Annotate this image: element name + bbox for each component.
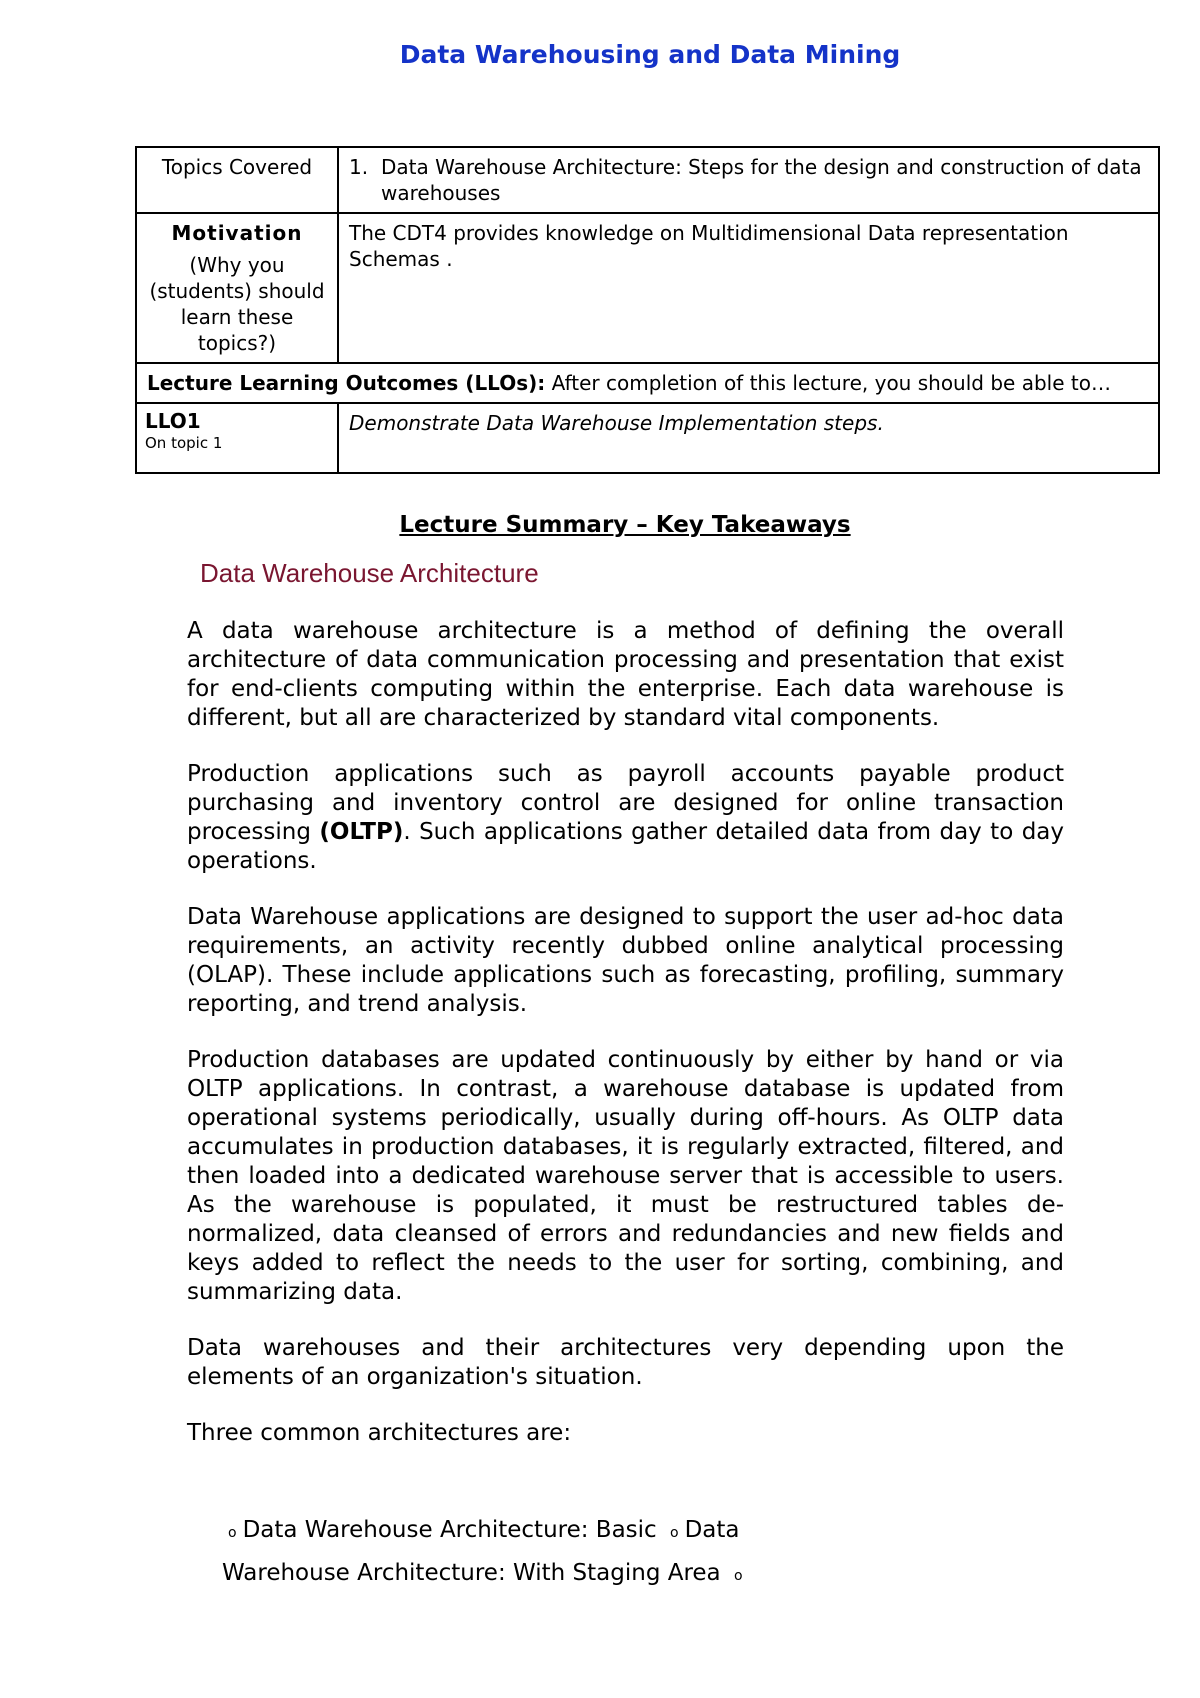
paragraph-2-bold: (OLTP) — [319, 819, 404, 845]
page-title: Data Warehousing and Data Mining — [399, 40, 901, 69]
paragraph-5: Data warehouses and their architectures very depending upon the elements of an organization's situation. — [187, 1335, 1064, 1390]
motivation-label: Motivation — [171, 221, 303, 245]
topics-label: Topics Covered — [136, 147, 338, 213]
bullet-icon: o — [228, 1525, 237, 1541]
summary-body — [187, 617, 1064, 1475]
paragraph-3: Data Warehouse applications are designed to support the user ad-hoc data requirements, an activity recently dubbed online analytical processing (OLAP). These include applications such as forecasting, profiling, summary reporting, and trend analysis. — [187, 904, 1064, 1017]
llo-heading-bold: Lecture Learning Outcomes (LLOs): — [147, 371, 546, 395]
paragraph-6: Three common architectures are: — [187, 1420, 572, 1446]
motivation-sub: (Why you (students) should learn these topics?) — [149, 253, 325, 355]
bullet-icon: o — [733, 1568, 743, 1584]
paragraph-2 — [187, 760, 1064, 876]
topics-content — [338, 147, 1159, 213]
llo-heading — [136, 363, 1159, 403]
topic-number: 1. — [349, 155, 369, 179]
section-title: Data Warehouse Architecture — [200, 558, 539, 588]
motivation-text: The CDT4 provides knowledge on Multidimensional Data representation Schemas . — [338, 213, 1159, 363]
paragraph-2-a: Production applications such as payroll accounts payable product purchasing and inventory control are designed for online transaction processing — [187, 761, 1064, 845]
list-item: Data Warehouse Architecture: Basic — [242, 1517, 657, 1543]
lecture-info-table — [135, 146, 1160, 474]
motivation-cell — [136, 213, 338, 363]
llo1-row — [136, 403, 1159, 473]
summary-title: Lecture Summary – Key Takeaways — [399, 512, 851, 538]
topic-item: Data Warehouse Architecture: Steps for the design and construction of data warehouses — [381, 155, 1142, 205]
llo-heading-row — [136, 363, 1159, 403]
paragraph-2-b: . Such applications gather detailed data from day to day operations. — [187, 819, 1064, 874]
llo1-label: LLO1 — [145, 409, 201, 433]
llo1-label-cell — [136, 403, 338, 473]
paragraph-1: A data warehouse architecture is a method of defining the overall architecture of data communication processing and presentation that exist for end-clients computing within the enterprise. Each data warehouse is different, but all are characterized by standard vital components. — [187, 618, 1064, 731]
bullet-icon: o — [670, 1525, 679, 1541]
architecture-list — [222, 1510, 842, 1596]
llo1-sub: On topic 1 — [145, 434, 223, 452]
llo1-text: Demonstrate Data Warehouse Implementation steps. — [338, 403, 1159, 473]
motivation-row — [136, 213, 1159, 363]
paragraph-4: Production databases are updated continuously by either by hand or via OLTP applications. In contrast, a warehouse database is updated from operational systems periodically, usually during off-hours. As OLTP data accumulates in production databases, it is regularly extracted, filtered, and then loaded into a dedicated warehouse server that is accessible to users. As the warehouse is populated, it must be restructured tables de-normalized, data cleansed of errors and redundancies and new fields and keys added to reflect the needs to the user for sorting, combining, and summarizing data. — [187, 1047, 1064, 1305]
llo-heading-rest: After completion of this lecture, you should be able to… — [551, 371, 1111, 395]
topics-row — [136, 147, 1159, 213]
list-item: Data Warehouse Architecture: With Staging Area — [222, 1517, 740, 1586]
